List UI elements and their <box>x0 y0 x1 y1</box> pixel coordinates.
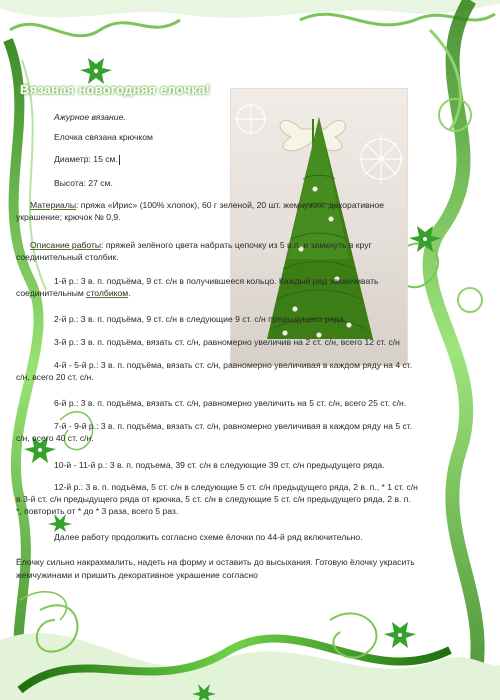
row1-line-1: 1-й р.: 3 в. п. подъёма, 9 ст. с/н в получившееся кольцо. Каждый ряд заканчивать <box>54 276 379 286</box>
row12-line-3: *, повторить от * до * 3 раза, всего 5 раз. <box>16 506 179 516</box>
row6-text: 6-й р.: 3 в. п. подъёма, вязать ст. с/н, равномерно увеличить на 5 ст. с/н, всего 25 ст. с/н. <box>54 398 407 408</box>
row1-line-2: соединительным столбиком. <box>16 288 131 298</box>
materials-line-2: украшение; крючок № 0,9. <box>16 212 121 222</box>
work-label: Описание работы <box>30 240 102 250</box>
height-text: Высота: 27 см. <box>54 178 113 188</box>
page-title: Вязаная новогодняя елочка! <box>20 82 210 97</box>
materials-label: Материалы <box>30 200 77 210</box>
materials-line-1: Материалы: пряжа «Ирис» (100% хлопок), 60 г зеленой, 20 шт. жемчужин; декоративное <box>30 200 385 210</box>
text-cursor <box>119 155 120 165</box>
row79-line-1: 7-й - 9-й р.: 3 в. п. подъёма, вязать ст. с/н, равномерно увеличивая в каждом ряду на 5 ст. <box>54 421 413 431</box>
final-line-1: Ёлочку сильно накрахмалить, надеть на форму и оставить до высыхания. Готовую ёлочку украсить <box>16 557 415 567</box>
work-line-1: Описание работы: пряжей зелёного цвета набрать цепочку из 5 в.п. и замкнуть в круг <box>30 240 372 250</box>
row12-line-2: в 3-й ст. с/н предыдущего ряда от крючка, 5 ст. с/н в следующие 5 ст. с/н предыдущего ряда, 2 в. п. <box>16 494 411 504</box>
row2-text: 2-й р.: 3 в. п. подъёма, 9 ст. с/н в следующие 9 ст. с/н предыдущего ряда. <box>54 314 347 324</box>
row3-text: 3-й р.: 3 в. п. подъёма, вязать ст. с/н, равномерно увеличив на 2 ст. с/н, всего 12 ст. с/н <box>54 337 400 347</box>
subtitle: Ажурное вязание. <box>54 112 126 122</box>
final-line-2: жемчужинами и пришить декоративное украшение согласно <box>16 570 258 580</box>
row45-line-2: с/н, всего 20 ст. с/н. <box>16 372 94 382</box>
work-line-2: соединительный столбик. <box>16 252 119 262</box>
continue-text: Далее работу продолжить согласно схеме ёлочки по 44-й ряд включительно. <box>54 532 363 542</box>
row1011-text: 10-й - 11-й р.: 3 в. п. подъема, 39 ст. с/н в следующие 39 ст. с/н предыдущего ряда. <box>54 460 385 470</box>
document-content <box>16 80 488 600</box>
stolbik-link: столбиком <box>86 288 129 298</box>
row45-line-1: 4-й - 5-й р.: 3 в. п. подъёма, вязать ст. с/н, равномерно увеличивая в каждом ряду на 4 ст. <box>54 360 413 370</box>
row12-line-1: 12-й р.: 3 в. п. подъёма, 5 ст. с/н в следующие 5 ст. с/н предыдущего ряда, 2 в. п., * 1 ст. с/н <box>54 482 418 492</box>
intro-text: Елочка связана крючком <box>54 132 153 142</box>
row79-line-2: с/н, всего 40 ст. с/н. <box>16 433 94 443</box>
diameter-text: Диаметр: 15 см. <box>54 154 118 164</box>
